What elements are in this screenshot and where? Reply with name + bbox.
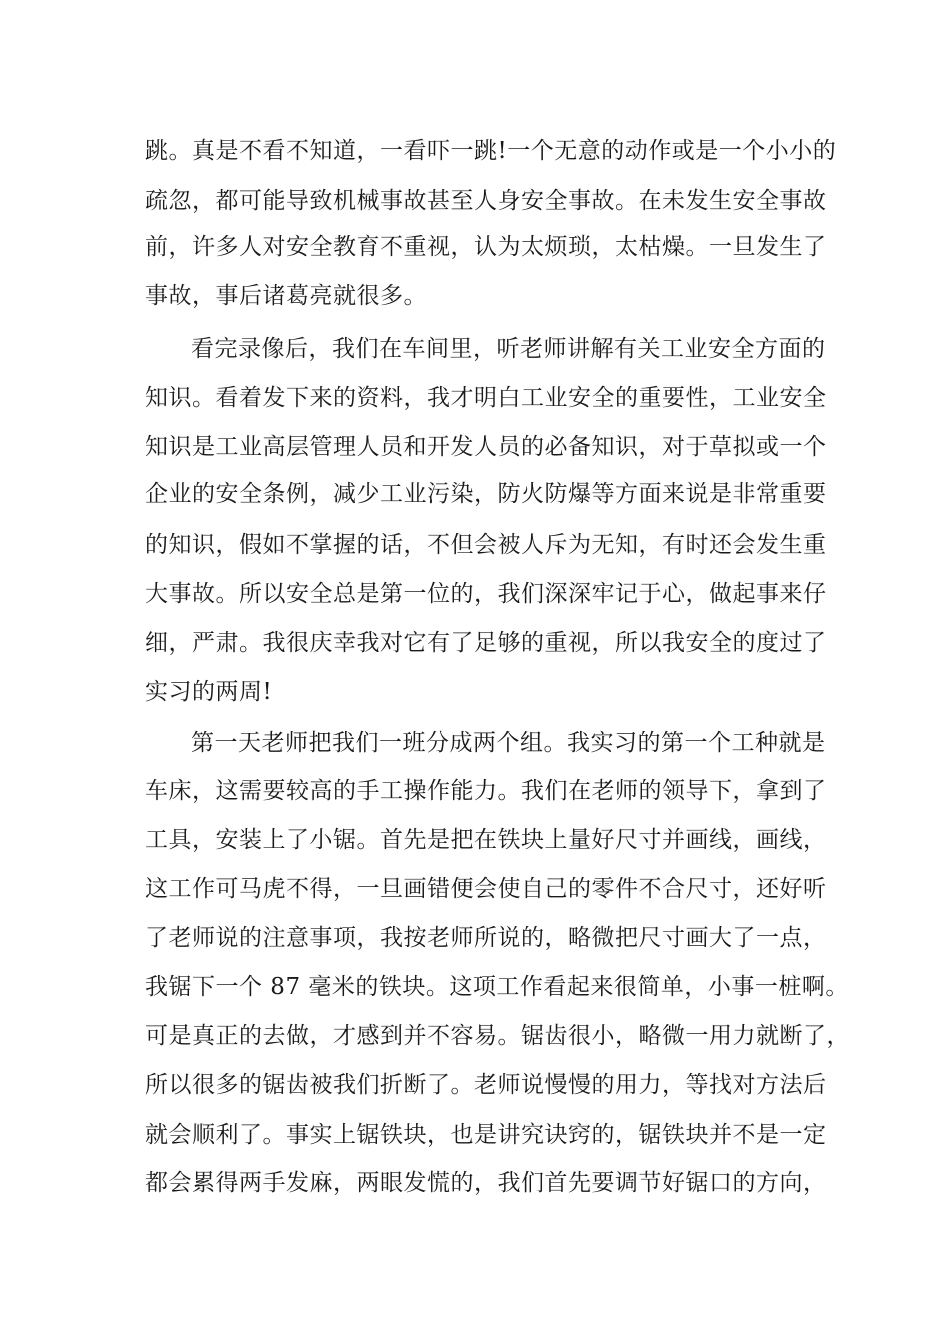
text-line: 知识是工业高层管理人员和开发人员的必备知识，对于草拟或一个 [145,434,827,460]
text-line: 跳。真是不看不知道，一看吓一跳!一个无意的动作或是一个小小的 [145,138,837,164]
text-line: 我锯下一个 87 毫米的铁块。这项工作看起来很简单，小事一桩啊。 [145,974,849,1000]
text-line: 企业的安全条例，减少工业污染，防火防爆等方面来说是非常重要 [145,481,827,507]
text-line: 知识。看着发下来的资料，我才明白工业安全的重要性，工业安全 [145,385,827,411]
text-line: 大事故。所以安全总是第一位的，我们深深牢记于心，做起事来仔 [145,581,827,607]
text-line: 实习的两周! [145,679,273,705]
text-line: 了老师说的注意事项，我按老师所说的，略微把尺寸画大了一点， [145,925,827,951]
text-line: 前，许多人对安全教育不重视，认为太烦琐，太枯燥。一旦发生了 [145,234,827,260]
text-line: 的知识，假如不掌握的话，不但会被人斥为无知，有时还会发生重 [145,532,827,558]
paragraph-first-line: 看完录像后，我们在车间里，听老师讲解有关工业安全方面的 [191,336,826,362]
text-line: 可是真正的去做，才感到并不容易。锯齿很小，略微一用力就断了， [145,1023,850,1049]
text-line: 就会顺利了。事实上锯铁块，也是讲究诀窍的，锯铁块并不是一定 [145,1122,827,1148]
text-line: 细，严肃。我很庆幸我对它有了足够的重视，所以我安全的度过了 [145,630,827,656]
text-line: 所以很多的锯齿被我们折断了。老师说慢慢的用力，等找对方法后 [145,1072,827,1098]
text-line: 车床，这需要较高的手工操作能力。我们在老师的领导下，拿到了 [145,778,827,804]
text-line: 这工作可马虎不得，一旦画错便会使自己的零件不合尺寸，还好听 [145,876,827,902]
text-line: 工具，安装上了小锯。首先是把在铁块上量好尺寸并画线，画线， [145,827,827,853]
text-line: 疏忽，都可能导致机械事故甚至人身安全事故。在未发生安全事故 [145,188,827,214]
text-line: 都会累得两手发麻，两眼发慌的，我们首先要调节好锯口的方向， [145,1170,827,1196]
text-line: 事故，事后诸葛亮就很多。 [145,283,427,309]
paragraph-first-line: 第一天老师把我们一班分成两个组。我实习的第一个工种就是 [191,730,826,756]
